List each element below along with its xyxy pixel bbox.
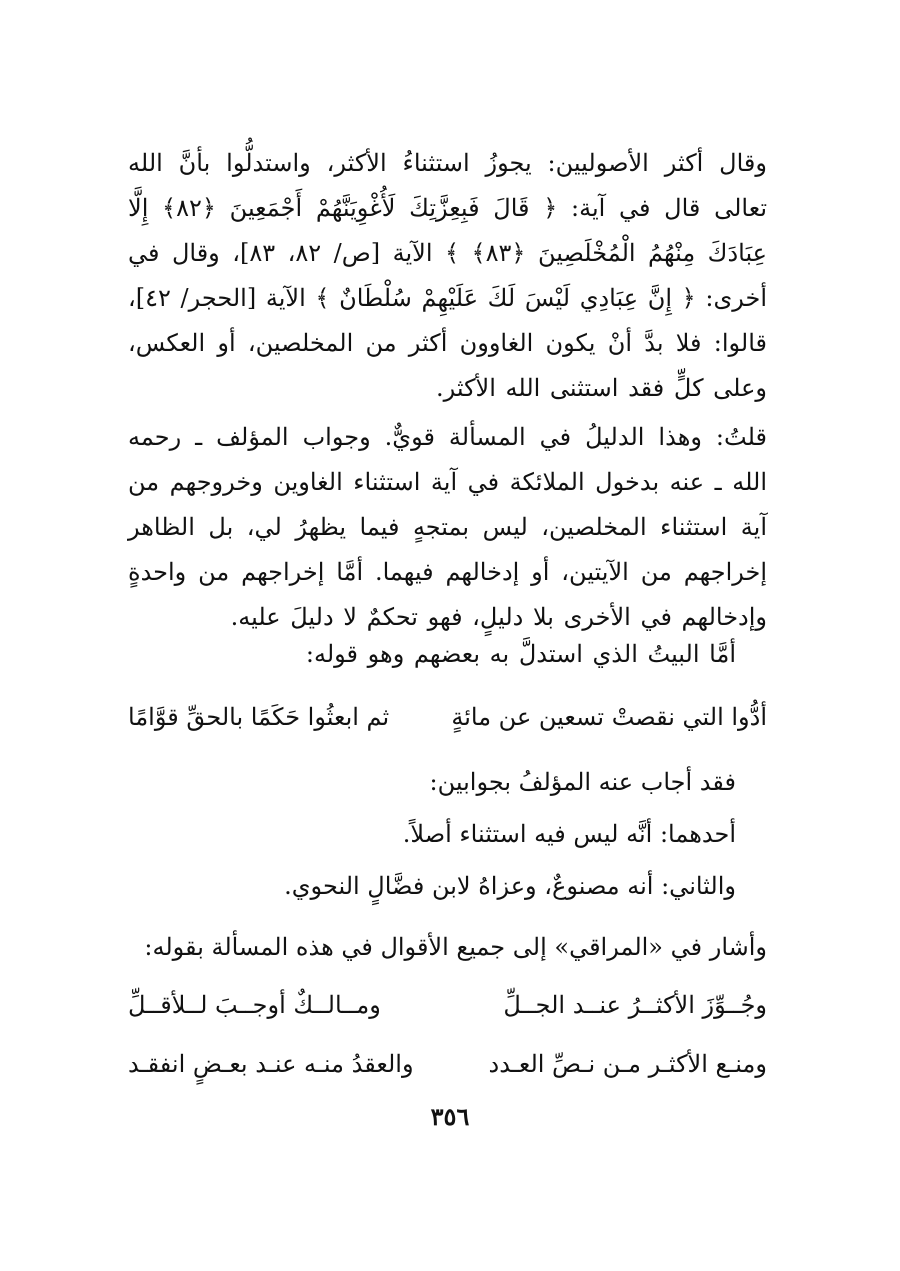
verse-1-first-hemistich: أدُّوا التي نقصتْ تسعين عن مائةٍ (451, 703, 767, 731)
page-number: ٣٥٦ (430, 1102, 470, 1131)
poetry-verse-3 (128, 1042, 767, 1087)
verse-2-second-hemistich: ومــالــكٌ أوجــبَ لــلأقــلِّ (128, 991, 381, 1019)
verse-intro-line: أمَّا البيتُ الذي استدلَّ به بعضهم وهو قوله: (305, 640, 736, 668)
poetry-verse-2 (128, 983, 767, 1028)
paragraph-qultu: قلتُ: وهذا الدليلُ في المسألة قويٌّ. وجواب المؤلف ـ رحمه الله ـ عنه بدخول الملائكة في آية استثناء الغاوين وخروجهم من آية استثناء المخلصين، ليس بمتجهٍ فيما يظهرُ لي، بل الظاهر إخراجهم من الآيتين، أو إدخالهم فيهما. أمَّا إخراجهم من واحدةٍ وإدخالهم في الأخرى بلا دليلٍ، فهو تحكمٌ لا دليلَ عليه. (128, 423, 767, 631)
verse-2-first-hemistich: وجُــوِّزَ الأكثــرُ عنــد الجــلِّ (503, 991, 767, 1019)
verse-3-first-hemistich: ومنـع الأكثـر مـن نـصِّ العـدد (488, 1050, 767, 1078)
answer-first: أحدهما: أنَّه ليس فيه استثناء أصلاً. (402, 820, 736, 848)
answers-intro: فقد أجاب عنه المؤلفُ بجوابين: (429, 768, 736, 796)
answer-second: والثاني: أنه مصنوعٌ، وعزاهُ لابن فضَّالٍ النحوي. (284, 872, 736, 900)
verse-3-second-hemistich: والعقدُ منـه عنـد بعـضٍ انفقـد (128, 1050, 414, 1078)
poetry-verse-1 (128, 695, 767, 740)
verse-1-second-hemistich: ثم ابعثُوا حَكَمًا بالحقِّ قوَّامًا (128, 703, 390, 731)
maraqi-intro: وأشار في «المراقي» إلى جميع الأقوال في هذه المسألة بقوله: (144, 933, 767, 961)
paragraph-usuliyyin: وقال أكثر الأصوليين: يجوزُ استثناءُ الأكثر، واستدلُّوا بأنَّ الله تعالى قال في آية: ﴿ قَالَ فَبِعِزَّتِكَ لَأُغْوِيَنَّهُمْ أَجْمَعِينَ ﴿٨٢﴾ إِلَّا عِبَادَكَ مِنْهُمُ الْمُخْلَصِينَ ﴿٨٣﴾ ﴾ الآية [ص/ ٨٢، ٨٣]، وقال في أخرى: ﴿ إِنَّ عِبَادِي لَيْسَ لَكَ عَلَيْهِمْ سُلْطَانٌ ﴾ الآية [الحجر/ ٤٢]، قالوا: فلا بدَّ أنْ يكون الغاوون أكثر من المخلصين، أو العكس، وعلى كلٍّ فقد استثنى الله الأكثر. (128, 149, 768, 402)
